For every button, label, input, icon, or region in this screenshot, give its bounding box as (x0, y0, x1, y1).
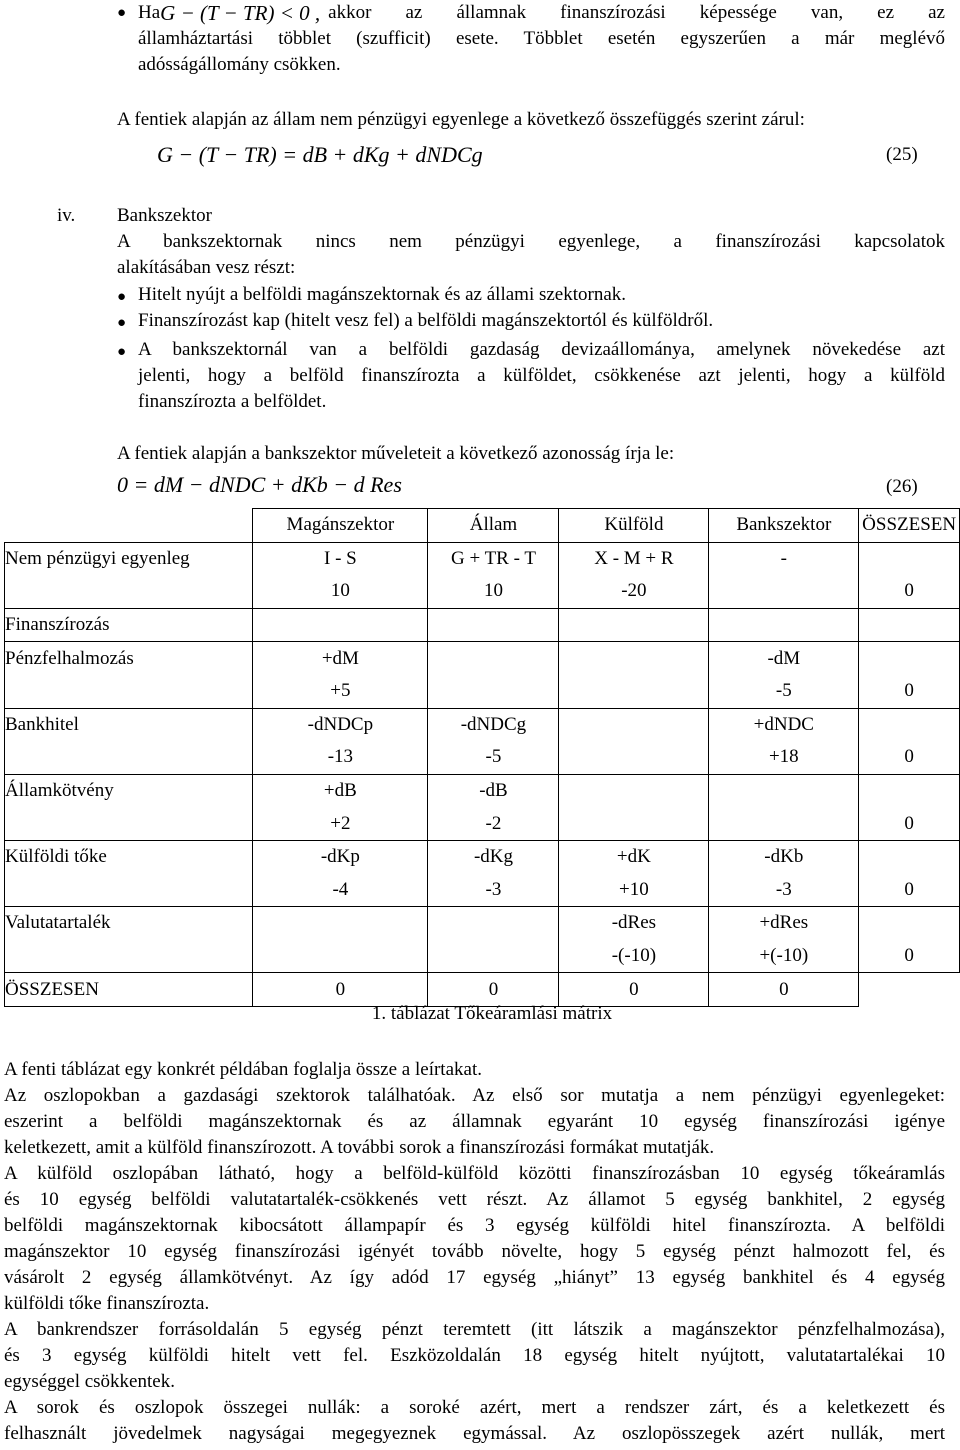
paragraph-3-line-5: vásárolt 2 egység államkötvényt. Az így adód 17 egység „hiányt” 13 egység bankhitel és 4 egység (4, 1267, 945, 1288)
table-row (5, 575, 960, 608)
table-caption: 1. táblázat Tőkeáramlási mátrix (371, 1003, 613, 1024)
table-row (5, 940, 960, 973)
table-cell: -dB (428, 774, 559, 807)
table-cell: G + TR - T (428, 542, 559, 575)
table-cell (859, 774, 960, 807)
table-cell (428, 675, 559, 708)
table-cell (428, 907, 559, 940)
table-row-label: ÖSSZESEN (5, 973, 253, 1007)
bank-bullet-3-line-2: jelenti, hogy a belföld finanszírozta a külföldet, csökkenése azt jelenti, hogy a külföld (138, 365, 945, 386)
table-cell: -3 (709, 874, 859, 907)
table-cell: - (709, 542, 859, 575)
bullet-icon: ● (117, 344, 127, 360)
table-cell (253, 940, 428, 973)
table-row-label: Nem pénzügyi egyenleg (5, 542, 253, 575)
table-cell: -2 (428, 807, 559, 840)
table-cell: 0 (859, 940, 960, 973)
paragraph-1: A fenti táblázat egy konkrét példában foglalja össze a leírtakat. (4, 1059, 482, 1080)
table-cell: 0 (859, 675, 960, 708)
table-row (5, 608, 960, 642)
intro-summary: A fentiek alapján az állam nem pénzügyi egyenlege a következő összefüggés szerint zárul: (117, 109, 805, 130)
table-cell: +dB (253, 774, 428, 807)
table-header-cell: Bankszektor (709, 509, 859, 543)
table-cell (559, 741, 709, 774)
table-cell: 0 (428, 973, 559, 1007)
table-cell: 0 (253, 973, 428, 1007)
paragraph-3-line-6: külföldi tőke finanszírozta. (4, 1293, 210, 1314)
table-row (5, 642, 960, 675)
table-cell: -5 (709, 675, 859, 708)
table-cell: -dKb (709, 840, 859, 873)
paragraph-2-line-3: keletkezett, amit a külföld finanszírozott. A további sorok a finanszírozási formákat mutatják. (4, 1137, 715, 1158)
table-row (5, 807, 960, 840)
intro-line3: adósságállomány csökken. (138, 54, 341, 75)
table-cell: -dKp (253, 840, 428, 873)
intro-line2: államháztartási többlet (szufficit) esete. Többlet esetén egyszerűen a már meglévő (138, 28, 945, 49)
equation-25-number: (25) (886, 144, 918, 165)
table-cell (253, 608, 428, 642)
table-cell (859, 708, 960, 741)
table-cell (709, 774, 859, 807)
bullet-icon: ● (117, 5, 127, 21)
table-cell: +dK (559, 840, 709, 873)
table-cell: -dKg (428, 840, 559, 873)
table-cell (859, 907, 960, 940)
intro-bullet (138, 0, 945, 78)
table-header-cell: Külföld (559, 509, 709, 543)
table-cell (859, 642, 960, 675)
table-cell: -5 (428, 741, 559, 774)
table-row-label: Valutatartalék (5, 907, 253, 940)
table-cell: -dRes (559, 907, 709, 940)
table-row (5, 874, 960, 907)
table-row-label (5, 741, 253, 774)
table-cell (709, 807, 859, 840)
equation-25: G − (T − TR) = dB + dKg + dNDCg (157, 142, 483, 167)
bank-bullet-1: Hitelt nyújt a belföldi magánszektornak és az állami szektornak. (138, 284, 627, 305)
table-cell (709, 575, 859, 608)
table-cell (559, 675, 709, 708)
table-cell: -20 (559, 575, 709, 608)
table-cell: +dM (253, 642, 428, 675)
table-cell: +(-10) (709, 940, 859, 973)
table-row (5, 542, 960, 575)
table-cell: +18 (709, 741, 859, 774)
table-cell (559, 774, 709, 807)
table-cell (428, 642, 559, 675)
table-cell: I - S (253, 542, 428, 575)
bank-bullet-2: Finanszírozást kap (hitelt vesz fel) a belföldi magánszektortól és külföldről. (138, 310, 714, 331)
paragraph-3-line-2: és 10 egység belföldi valutatartalék-csökkenés vett részt. Az államot 5 egység bankhitel, 2 egység (4, 1189, 945, 1210)
table-cell (5, 509, 253, 543)
table-header-row (5, 509, 960, 543)
table-row-label: Pénzfelhalmozás (5, 642, 253, 675)
bank-bullet-3-line-3: finanszírozta a belföldet. (138, 391, 327, 412)
table-row (5, 675, 960, 708)
body-text (4, 1057, 945, 1447)
table-row-label: Külföldi tőke (5, 840, 253, 873)
paragraph-3-line-4: magánszektor 10 egység finanszírozási igényét tovább növelte, hogy 5 egység pénzt halmozott fel, és (4, 1241, 945, 1262)
paragraph-3-line-1: A külföld oszlopában látható, hogy a belföld-külföld közötti finanszírozásban 10 egység tőkeáramlás (4, 1163, 945, 1184)
table-row-label (5, 807, 253, 840)
table-row-label (5, 675, 253, 708)
table-cell: +dRes (709, 907, 859, 940)
paragraph-4-line-1: A bankrendszer forrásoldalán 5 egység pénzt teremtett (itt látszik a magánszektor pénzfelhalmozása), (4, 1319, 945, 1340)
table-cell: +dNDC (709, 708, 859, 741)
capital-flow-matrix (4, 508, 960, 1007)
table-cell (559, 642, 709, 675)
table-cell (859, 542, 960, 575)
table-header-cell: Állam (428, 509, 559, 543)
table-row-label (5, 874, 253, 907)
table-cell: 0 (859, 575, 960, 608)
bullet-icon: ● (117, 289, 127, 305)
table-cell: -(-10) (559, 940, 709, 973)
table-cell: -13 (253, 741, 428, 774)
equation-26: 0 = dM − dNDC + dKb − d Res (117, 472, 402, 497)
table-cell: X - M + R (559, 542, 709, 575)
table-cell (709, 608, 859, 642)
section-title: Bankszektor (117, 205, 212, 226)
table-cell: 0 (709, 973, 859, 1007)
section-desc-1: A bankszektornak nincs nem pénzügyi egyenlege, a finanszírozási kapcsolatok (117, 231, 945, 252)
table-cell: -3 (428, 874, 559, 907)
table-row-label: Bankhitel (5, 708, 253, 741)
table-row-label (5, 575, 253, 608)
table-row (5, 907, 960, 940)
bank-summary: A fentiek alapján a bankszektor műveleteit a következő azonosság írja le: (117, 443, 675, 464)
table-cell (253, 907, 428, 940)
table-cell (428, 940, 559, 973)
table-cell: +5 (253, 675, 428, 708)
table-cell: 10 (253, 575, 428, 608)
table-row (5, 708, 960, 741)
table-cell: -dM (709, 642, 859, 675)
table-row-label: Államkötvény (5, 774, 253, 807)
section-desc-2: alakításában vesz részt: (117, 257, 296, 278)
table-cell: 10 (428, 575, 559, 608)
table-cell (859, 608, 960, 642)
table-cell: 0 (859, 741, 960, 774)
intro-ha: Ha (138, 2, 161, 23)
table-row-label (5, 940, 253, 973)
table-cell: +2 (253, 807, 428, 840)
table-cell: -4 (253, 874, 428, 907)
paragraph-2-line-1: Az oszlopokban a gazdasági szektorok találhatóak. Az első sor mutatja a nem pénzügyi egyenlegeket: (4, 1085, 945, 1106)
intro-formula: G − (T − TR) < 0 , (160, 1, 321, 25)
table-cell: +10 (559, 874, 709, 907)
table-cell: 0 (859, 807, 960, 840)
table-row (5, 741, 960, 774)
table-cell: 0 (859, 874, 960, 907)
table-cell: 0 (559, 973, 709, 1007)
paragraph-4-line-2: és 3 egység külföldi hitelt vett fel. Eszközoldalán 18 egység hitelt nyújtott, valutatartalékai 10 (4, 1345, 945, 1366)
section-number: iv. (57, 205, 76, 226)
table-cell (559, 807, 709, 840)
table-cell (859, 840, 960, 873)
table-cell: -dNDCg (428, 708, 559, 741)
table-cell: -dNDCp (253, 708, 428, 741)
intro-line1: akkor az államnak finanszírozási képessége van, ez az (328, 2, 945, 23)
table-row (5, 840, 960, 873)
paragraph-5-line-1: A sorok és oszlopok összegei nullák: a soroké azért, mert a rendszer zárt, és a keletkezett és (4, 1397, 945, 1418)
bank-bullet-3 (138, 337, 945, 415)
table-cell (428, 608, 559, 642)
equation-26-number: (26) (886, 476, 918, 497)
bullet-icon: ● (117, 315, 127, 331)
paragraph-4-line-3: egységgel csökkentek. (4, 1371, 175, 1392)
table-row (5, 774, 960, 807)
table-section-label: Finanszírozás (5, 608, 253, 642)
bank-bullet-3-line-1: A bankszektornál van a belföldi gazdaság devizaállománya, amelynek növekedése azt (138, 339, 945, 360)
table-header-cell: Magánszektor (253, 509, 428, 543)
table-cell (559, 708, 709, 741)
paragraph-2-line-2: eszerint a belföldi magánszektornak és az államnak egyaránt 10 egység finanszírozási igénye (4, 1111, 945, 1132)
paragraph-5-line-2: felhasznált jövedelmek nagyságai megegyeznek egymással. Az oszlopösszegek azért nullák, mert (4, 1423, 945, 1444)
table-cell (559, 608, 709, 642)
paragraph-3-line-3: belföldi magánszektornak kibocsátott állampapír és 3 egység külföldi hitel finanszírozta. A belföldi (4, 1215, 945, 1236)
table-header-cell: ÖSSZESEN (859, 509, 960, 543)
